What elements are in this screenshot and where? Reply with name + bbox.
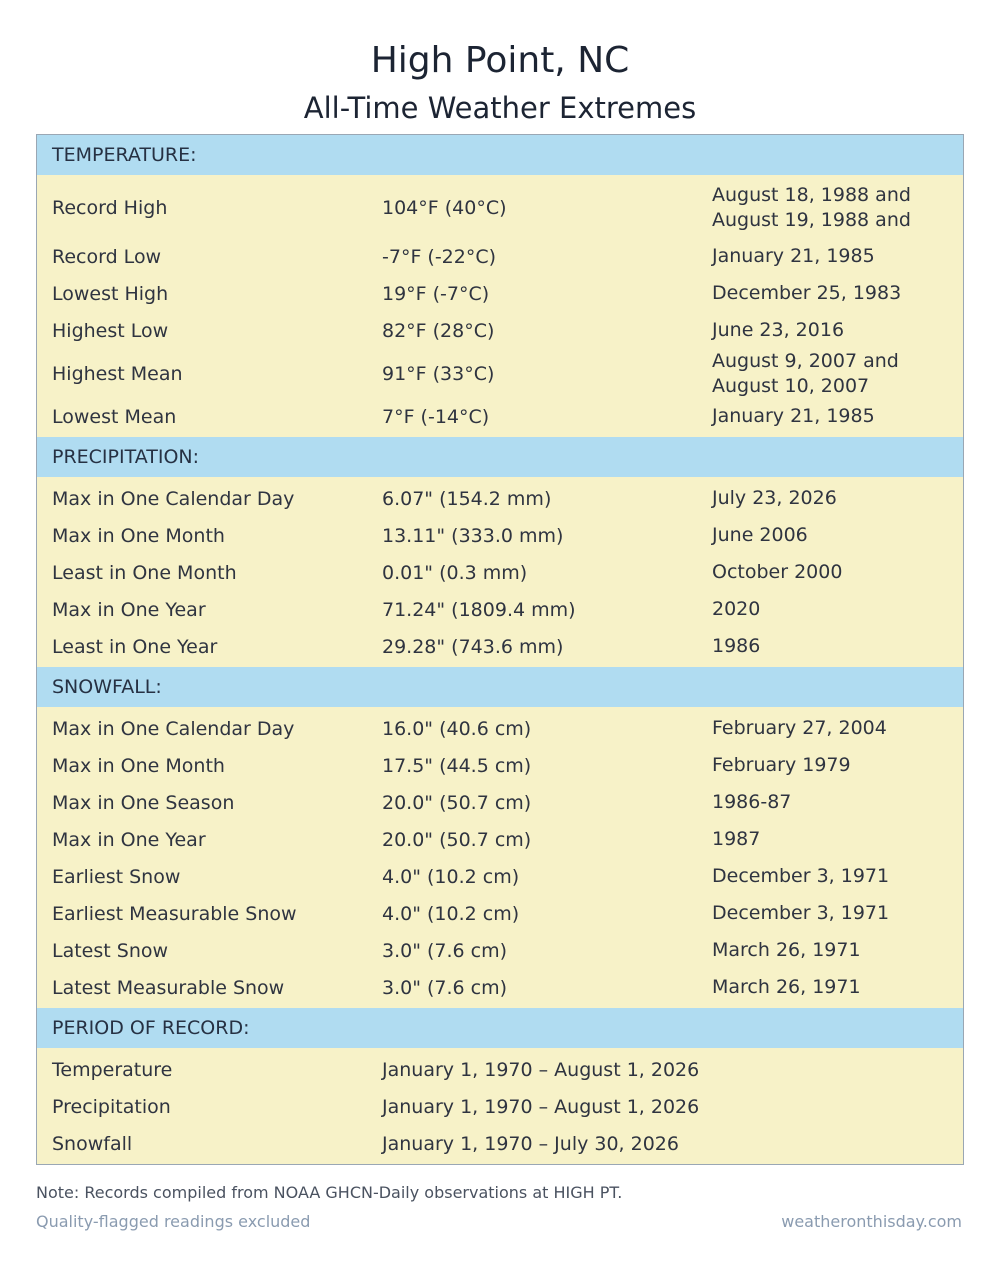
row-label: Lowest High: [52, 282, 169, 305]
row-value: 3.0" (7.6 cm): [382, 976, 508, 999]
row-value: January 1, 1970 – July 30, 2026: [382, 1132, 679, 1155]
section-precipitation: [37, 477, 963, 667]
row-date-text: August 18, 1988 and August 19, 1988 and: [712, 184, 911, 231]
table-row: [37, 398, 963, 435]
row-value: 3.0" (7.6 cm): [382, 939, 508, 962]
row-date: August 9, 2007 and August 10, 2007: [712, 349, 899, 397]
row-value: January 1, 1970 – August 1, 2026: [382, 1095, 700, 1118]
table-row: [37, 349, 963, 398]
row-value: 17.5" (44.5 cm): [382, 754, 532, 777]
row-date: March 26, 1971: [712, 939, 861, 961]
row-label: Max in One Year: [52, 828, 206, 851]
row-label: Max in One Season: [52, 791, 235, 814]
table-row: [37, 895, 963, 932]
table-row: [37, 1125, 963, 1162]
table-row: [37, 932, 963, 969]
page-subtitle: All-Time Weather Extremes: [303, 91, 697, 125]
table-row: [37, 238, 963, 275]
row-label: Precipitation: [52, 1095, 171, 1118]
section-temperature: [37, 175, 963, 437]
row-date: 1986-87: [712, 791, 792, 813]
row-value: 20.0" (50.7 cm): [382, 791, 532, 814]
row-value: 82°F (28°C): [382, 319, 495, 342]
page-title: High Point, NC: [370, 40, 630, 81]
section-period-of-record: [37, 1048, 963, 1164]
row-date: June 2006: [712, 524, 808, 546]
row-date: January 21, 1985: [712, 405, 875, 427]
row-date: February 27, 2004: [712, 717, 887, 739]
row-label: Least in One Year: [52, 635, 218, 658]
table-row: [37, 480, 963, 517]
table-row: [37, 591, 963, 628]
source-note: Note: Records compiled from NOAA GHCN-Daily observations at HIGH PT.: [36, 1183, 623, 1202]
row-value: 7°F (-14°C): [382, 405, 490, 428]
row-value: 71.24" (1809.4 mm): [382, 598, 576, 621]
row-date: July 23, 2026: [712, 487, 837, 509]
section-header-precipitation: PRECIPITATION:: [37, 437, 963, 477]
row-label: Latest Snow: [52, 939, 169, 962]
row-value: 91°F (33°C): [382, 362, 495, 385]
row-label: Max in One Month: [52, 754, 225, 777]
table-row: [37, 312, 963, 349]
records-table: [36, 134, 964, 1165]
row-value: 4.0" (10.2 cm): [382, 865, 520, 888]
row-date: [712, 183, 963, 233]
row-label: Lowest Mean: [52, 405, 177, 428]
table-row: [37, 747, 963, 784]
row-date: 1987: [712, 828, 761, 850]
footer-site-link[interactable]: weatheronthisday.com: [781, 1212, 962, 1231]
table-row: [37, 628, 963, 665]
table-row: [37, 1051, 963, 1088]
table-row: [37, 275, 963, 312]
table-row: [37, 784, 963, 821]
row-label: Earliest Measurable Snow: [52, 902, 297, 925]
section-header-temperature: TEMPERATURE:: [37, 135, 963, 175]
row-value: 29.28" (743.6 mm): [382, 635, 564, 658]
row-label: Snowfall: [52, 1132, 133, 1155]
row-label: Earliest Snow: [52, 865, 181, 888]
row-value: 19°F (-7°C): [382, 282, 490, 305]
row-value: January 1, 1970 – August 1, 2026: [382, 1058, 700, 1081]
table-row: [37, 710, 963, 747]
row-label: Max in One Calendar Day: [52, 717, 295, 740]
row-label: Record High: [52, 197, 168, 219]
row-date: February 1979: [712, 754, 851, 776]
row-value: 16.0" (40.6 cm): [382, 717, 532, 740]
row-date: January 21, 1985: [712, 245, 875, 267]
row-value: 6.07" (154.2 mm): [382, 487, 552, 510]
row-value: 104°F (40°C): [382, 197, 507, 219]
row-value: 4.0" (10.2 cm): [382, 902, 520, 925]
row-date: June 23, 2016: [712, 319, 845, 341]
row-label: Latest Measurable Snow: [52, 976, 285, 999]
row-value: 20.0" (50.7 cm): [382, 828, 532, 851]
table-row: [37, 858, 963, 895]
row-label: Record Low: [52, 245, 162, 268]
row-date: March 26, 1971: [712, 976, 861, 998]
row-label: Max in One Year: [52, 598, 206, 621]
row-value: -7°F (-22°C): [382, 245, 497, 268]
row-value: 13.11" (333.0 mm): [382, 524, 564, 547]
row-date: December 3, 1971: [712, 902, 890, 924]
row-label: Least in One Month: [52, 561, 237, 584]
row-date: 2020: [712, 598, 761, 620]
row-date: December 25, 1983: [712, 282, 902, 304]
row-label: Highest Mean: [52, 362, 183, 385]
table-row: [37, 517, 963, 554]
table-row: [37, 178, 963, 238]
table-row: [37, 821, 963, 858]
table-row: [37, 1088, 963, 1125]
footer-left-note: Quality-flagged readings excluded: [36, 1212, 311, 1231]
row-date: 1986: [712, 635, 761, 657]
row-label: Temperature: [52, 1058, 173, 1081]
section-header-period-of-record: PERIOD OF RECORD:: [37, 1008, 963, 1048]
row-date: October 2000: [712, 561, 843, 583]
table-row: [37, 554, 963, 591]
row-value: 0.01" (0.3 mm): [382, 561, 528, 584]
table-row: [37, 969, 963, 1006]
section-snowfall: [37, 707, 963, 1008]
row-label: Max in One Month: [52, 524, 225, 547]
row-label: Highest Low: [52, 319, 169, 342]
section-header-snowfall: SNOWFALL:: [37, 667, 963, 707]
row-date: December 3, 1971: [712, 865, 890, 887]
row-label: Max in One Calendar Day: [52, 487, 295, 510]
